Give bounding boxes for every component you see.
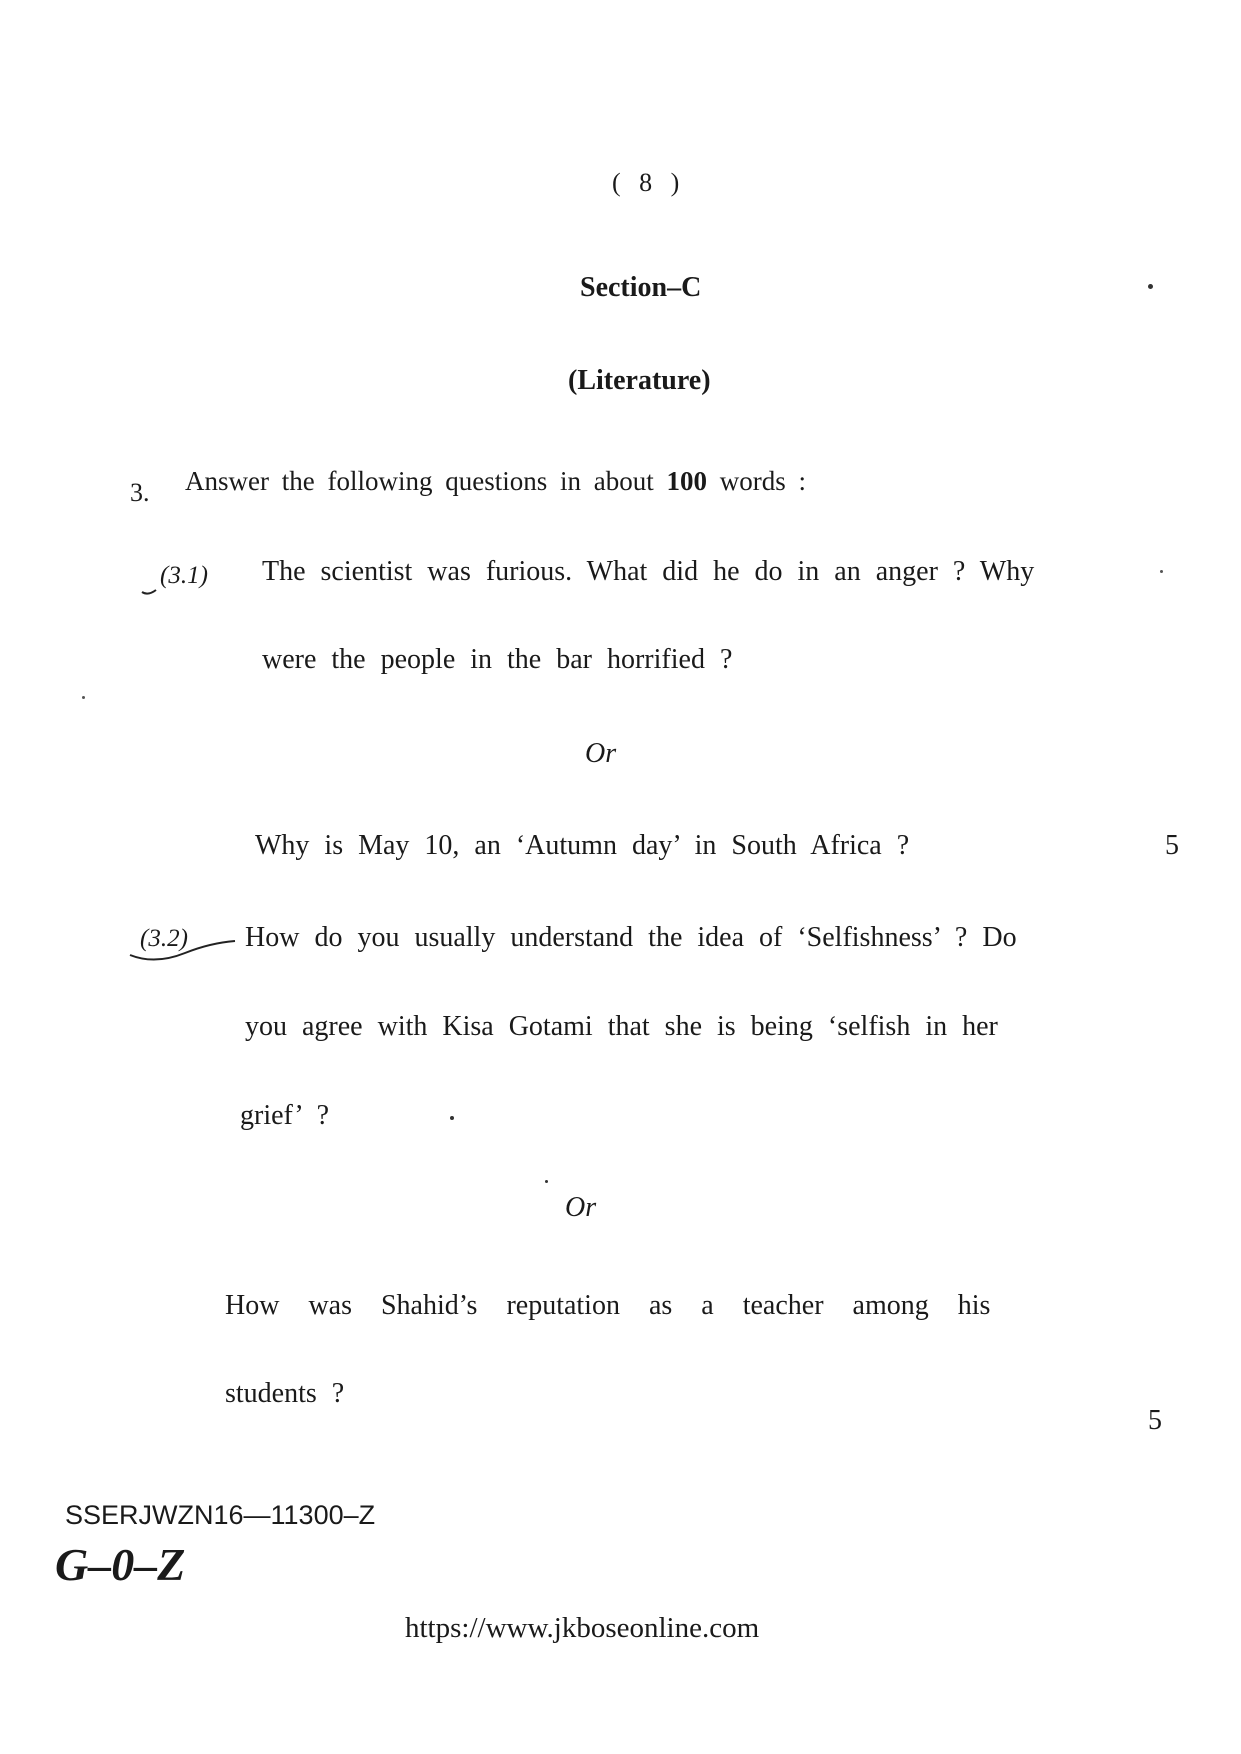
or-label-2: Or bbox=[565, 1192, 597, 1223]
subquestion-2-label: (3.2) bbox=[140, 925, 188, 952]
speck-dot bbox=[1148, 284, 1153, 289]
pen-mark-tick-icon bbox=[140, 580, 170, 600]
marks-1: 5 bbox=[1165, 830, 1179, 861]
pen-mark-underline-icon bbox=[125, 935, 245, 965]
subquestion-1-alternative: Why is May 10, an ‘Autumn day’ in South Africa ? bbox=[255, 830, 910, 861]
subquestion-1-label: (3.1) bbox=[160, 562, 208, 589]
subquestion-2-alt-line2: students ? bbox=[225, 1378, 345, 1409]
subquestion-2-alt-line1: How was Shahid’s reputation as a teacher among his bbox=[225, 1290, 991, 1321]
question-instruction bbox=[185, 466, 806, 497]
subquestion-2-line2: you agree with Kisa Gotami that she is being ‘selfish in her bbox=[245, 1011, 998, 1042]
subject-title: (Literature) bbox=[568, 365, 711, 396]
subquestion-1-line2: were the people in the bar horrified ? bbox=[262, 644, 733, 675]
paper-code: SSERJWZN16—11300–Z bbox=[65, 1500, 376, 1530]
or-label-1: Or bbox=[585, 738, 617, 769]
marks-2: 5 bbox=[1148, 1405, 1162, 1436]
speck-dot bbox=[82, 696, 85, 699]
subquestion-1-line1: The scientist was furious. What did he do in an anger ? Why bbox=[262, 556, 1035, 587]
question-number: 3. bbox=[130, 478, 150, 507]
speck-dot bbox=[450, 1116, 454, 1120]
speck-dot bbox=[545, 1180, 548, 1183]
subquestion-2-line3: grief’ ? bbox=[240, 1100, 330, 1131]
instruction-text-end: words : bbox=[719, 466, 806, 496]
page-number: ( 8 ) bbox=[612, 168, 686, 197]
footer-url: https://www.jkboseonline.com bbox=[405, 1612, 760, 1644]
speck-dot bbox=[1160, 570, 1163, 573]
instruction-text: Answer the following questions in about bbox=[185, 466, 654, 496]
set-code: G–0–Z bbox=[55, 1539, 186, 1590]
section-title: Section–C bbox=[580, 272, 702, 303]
word-count: 100 bbox=[666, 466, 707, 496]
subquestion-2-line1: How do you usually understand the idea of ‘Selfishness’ ? Do bbox=[245, 922, 1017, 953]
